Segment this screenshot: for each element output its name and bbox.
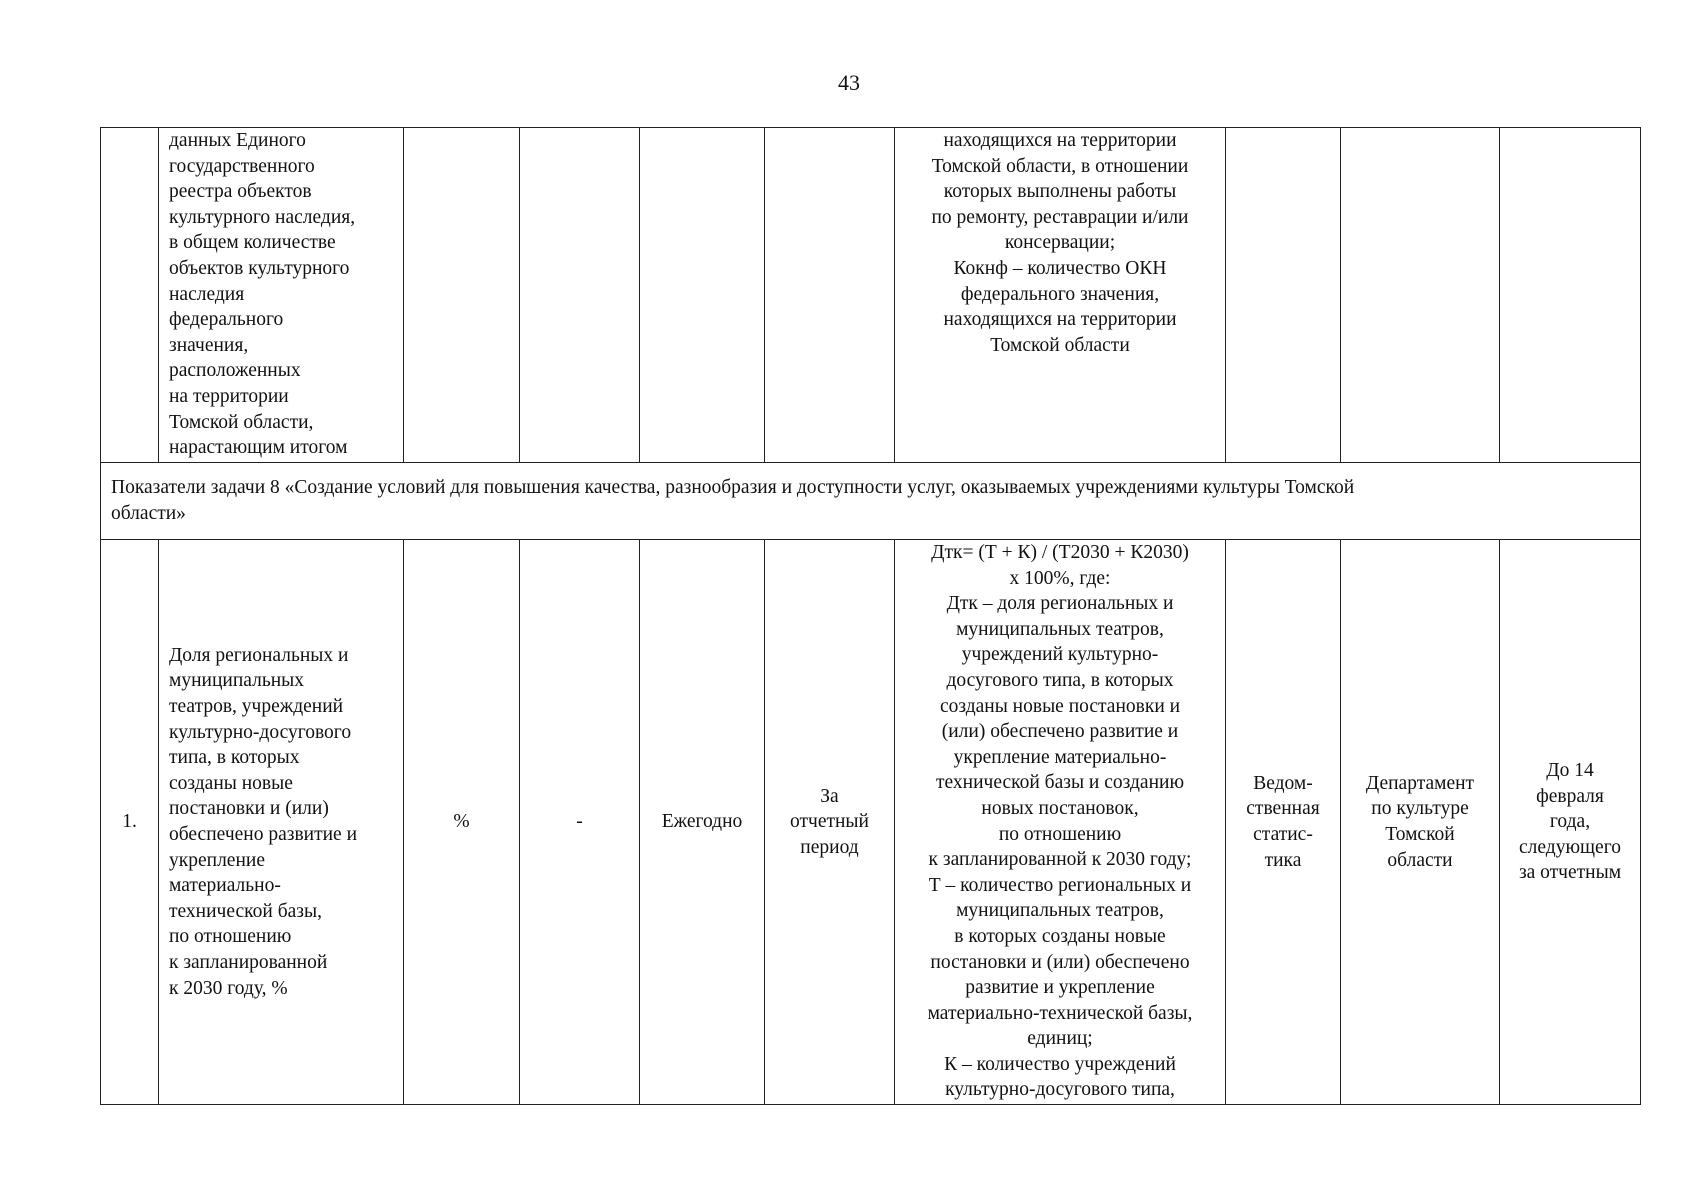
indicators-table (100, 127, 1641, 1105)
cell-responsible-empty (1341, 128, 1500, 463)
cell-frequency-empty (640, 128, 765, 463)
table-row-continued (101, 128, 1641, 463)
table-row (101, 540, 1641, 1105)
cell-indicator-name: данных Единого государственного реестра объектов культурного наследия, в общем количестве объектов культурного наследия федерального значения, расположенных на территории Томской области, нарастающим итогом (159, 128, 404, 463)
cell-source-empty (1226, 128, 1341, 463)
cell-row-number: 1. (101, 540, 159, 1105)
section-header-task-8: Показатели задачи 8 «Создание условий для повышения качества, разнообразия и доступности услуг, оказываемых учреждениями культуры Томской области» (101, 463, 1641, 540)
cell-base-value: - (520, 540, 640, 1105)
cell-indicator-name: Доля региональных и муниципальных театров, учреждений культурно-досугового типа, в которых созданы новые постановки и (или) обеспечено развитие и укрепление материально- технической базы, по отношению к запланированной к 2030 году, % (159, 540, 404, 1105)
cell-responsible: Департамент по культуре Томской области (1341, 540, 1500, 1105)
cell-frequency: Ежегодно (640, 540, 765, 1105)
cell-deadline-empty (1500, 128, 1641, 463)
section-header-row (101, 463, 1641, 540)
cell-formula: находящихся на территории Томской области, в отношении которых выполнены работы по ремонту, реставрации и/или консервации; Кокнф – количество ОКН федерального значения, находящихся на территории Томской области (895, 128, 1226, 463)
cell-source: Ведом- ственная статис- тика (1226, 540, 1341, 1105)
cell-formula: Дтк= (Т + К) / (Т2030 + К2030) х 100%, где: Дтк – доля региональных и муниципальных театров, учреждений культурно- досугового типа, в которых созданы новые постановки и (или) обеспечено развитие и укрепление материально- технической базы и созданию новых постановок, по отношению к запланированной к 2030 году; Т – количество региональных и муниципальных театров, в которых созданы новые постановки и (или) обеспечено развитие и укрепление материально-технической базы, единиц; К – количество учреждений культурно-досугового типа, (895, 540, 1226, 1105)
cell-base-value-empty (520, 128, 640, 463)
cell-period: За отчетный период (765, 540, 895, 1105)
cell-unit: % (404, 540, 520, 1105)
cell-unit-empty (404, 128, 520, 463)
cell-deadline: До 14 февраля года, следующего за отчетным (1500, 540, 1641, 1105)
cell-number-empty (101, 128, 159, 463)
page-number: 43 (838, 70, 860, 95)
cell-period-empty (765, 128, 895, 463)
